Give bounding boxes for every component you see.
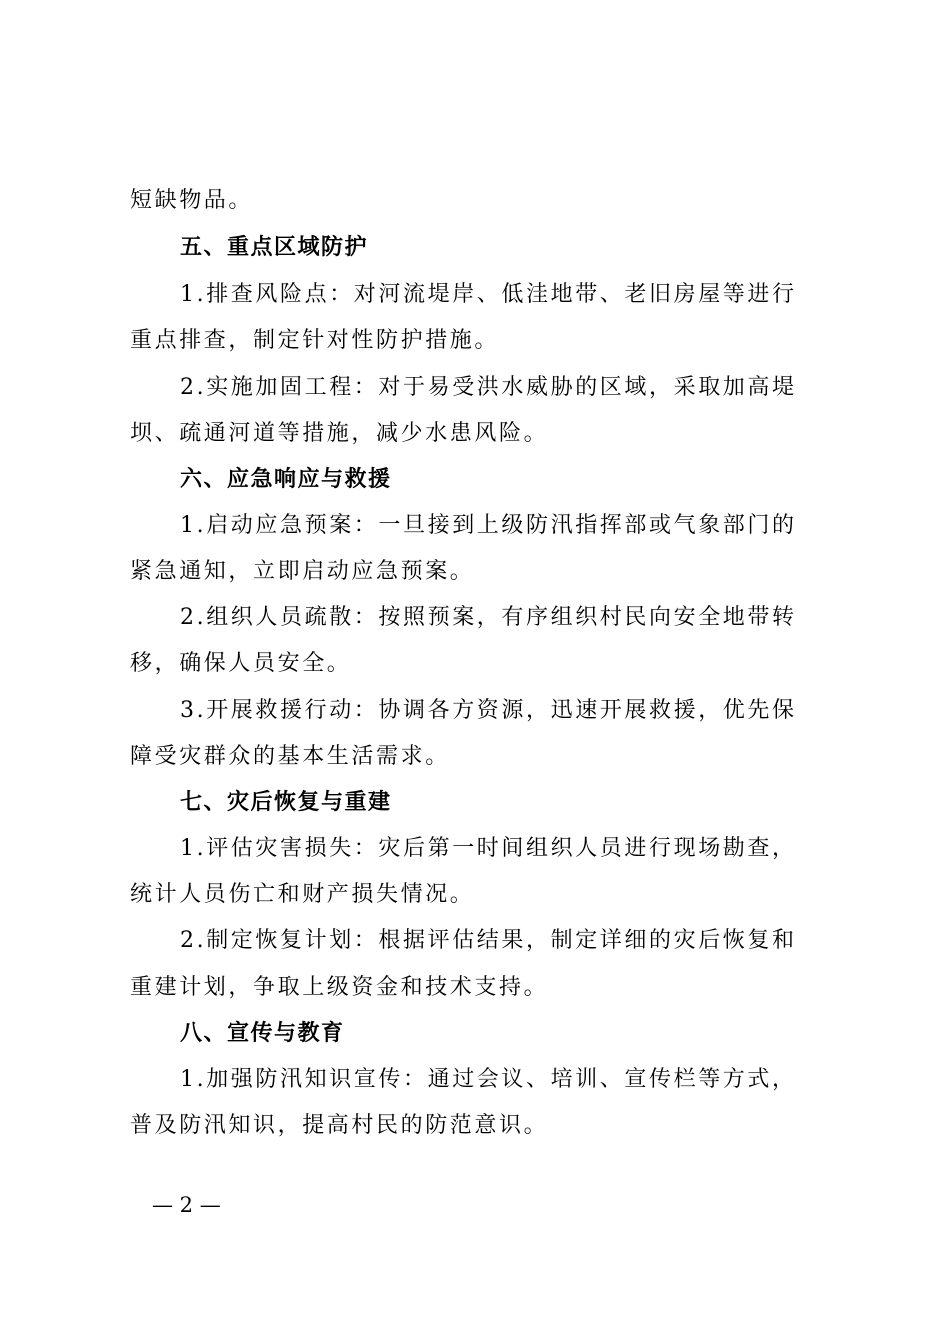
paragraph-line: 1.启动应急预案：一旦接到上级防汛指挥部或气象部门的	[180, 513, 797, 538]
paragraph-line: 移，确保人员安全。	[130, 651, 352, 676]
paragraph-line: 1.加强防汛知识宣传：通过会议、培训、宣传栏等方式，	[180, 1067, 797, 1092]
page-number: — 2 —	[152, 1193, 221, 1217]
paragraph-line: 2.组织人员疏散：按照预案，有序组织村民向安全地带转	[180, 605, 797, 630]
paragraph-line: 3.开展救援行动：协调各方资源，迅速开展救援，优先保	[180, 698, 797, 723]
paragraph-line: 重点排查，制定针对性防护措施。	[130, 328, 500, 353]
paragraph-line: 障受灾群众的基本生活需求。	[130, 744, 450, 769]
paragraph-line: 1.排查风险点：对河流堤岸、低洼地带、老旧房屋等进行	[180, 282, 797, 307]
paragraph-line: 坝、疏通河道等措施，减少水患风险。	[130, 421, 549, 446]
section-heading: 八、宣传与教育	[180, 1021, 345, 1046]
paragraph-line: 2.实施加固工程：对于易受洪水威胁的区域，采取加高堤	[180, 375, 797, 400]
section-heading: 七、灾后恢复与重建	[180, 790, 392, 815]
section-heading: 六、应急响应与救援	[180, 467, 392, 492]
paragraph-line: 统计人员伤亡和财产损失情况。	[130, 882, 475, 907]
paragraph-line: 短缺物品。	[130, 188, 254, 213]
paragraph-line: 普及防汛知识，提高村民的防范意识。	[130, 1113, 549, 1138]
paragraph-line: 紧急通知，立即启动应急预案。	[130, 559, 475, 584]
paragraph-line: 1.评估灾害损失：灾后第一时间组织人员进行现场勘查，	[180, 836, 797, 861]
section-heading: 五、重点区域防护	[180, 235, 369, 260]
paragraph-line: 重建计划，争取上级资金和技术支持。	[130, 975, 549, 1000]
paragraph-line: 2.制定恢复计划：根据评估结果，制定详细的灾后恢复和	[180, 928, 797, 953]
